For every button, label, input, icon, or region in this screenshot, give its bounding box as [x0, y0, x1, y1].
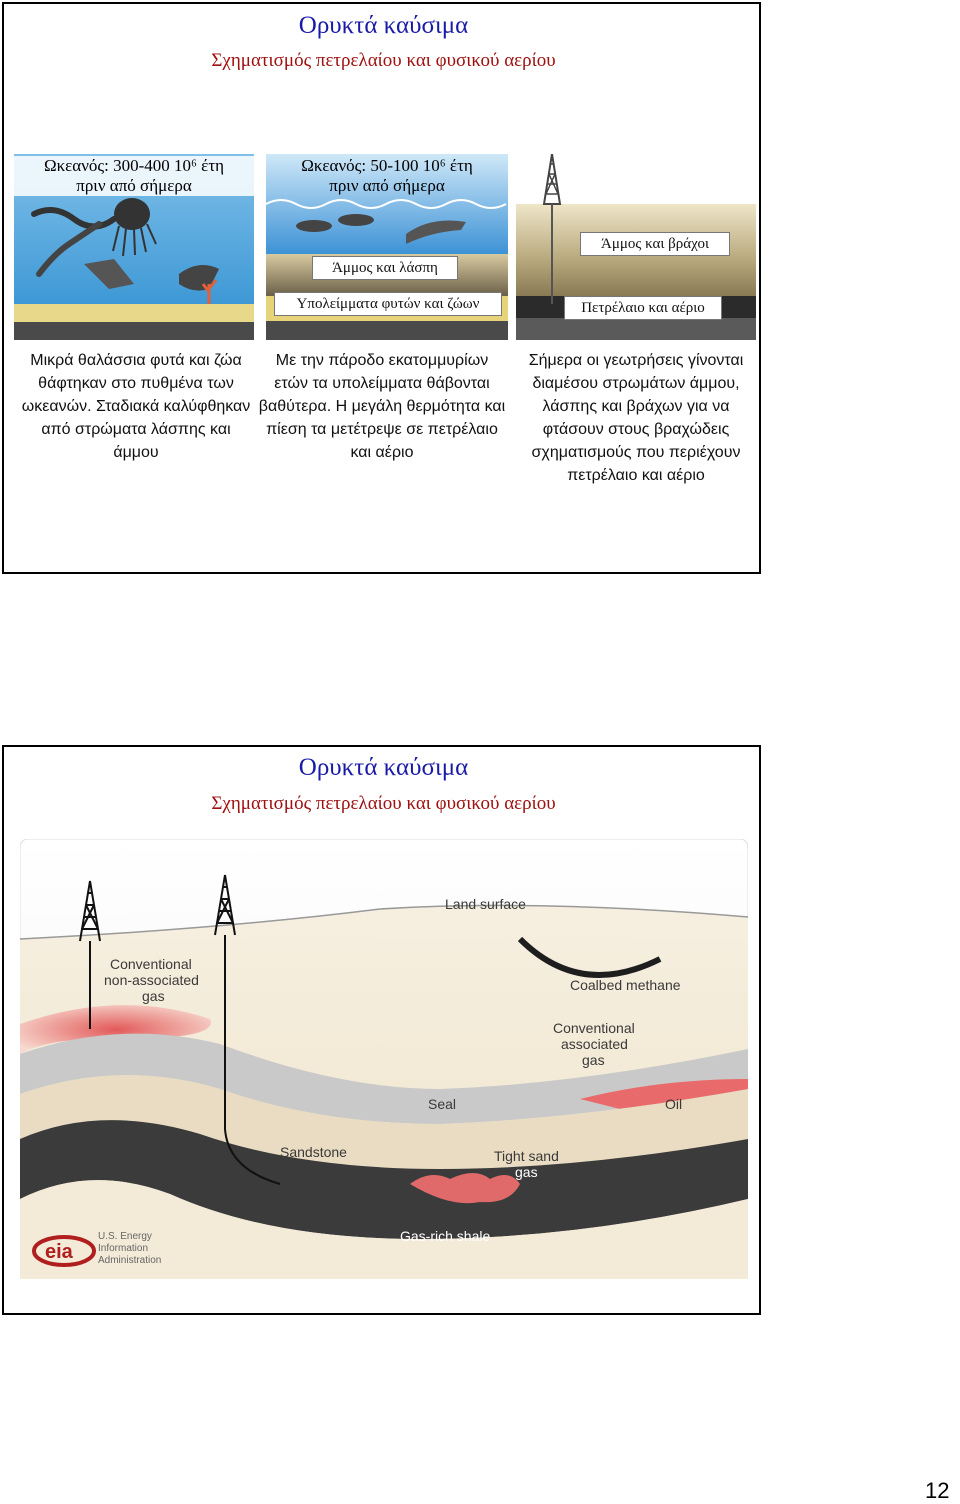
panel-today-drilling — [516, 154, 756, 340]
slide-2-title: Ορυκτά καύσιμα — [298, 754, 469, 781]
panel-ocean-300-400 — [14, 154, 254, 340]
slide-1-subtitle: Σχηματισμός πετρελαίου και φυσικού αερίου — [211, 50, 556, 71]
eia-logo-text: eia — [45, 1241, 73, 1263]
eia-name-2: Information — [98, 1243, 149, 1254]
label-tight-sand-2: gas — [515, 1164, 538, 1180]
label-oil-and-gas: Πετρέλαιο και αέριο — [564, 296, 722, 320]
eia-logo — [34, 1231, 161, 1266]
label-seal: Seal — [428, 1096, 457, 1112]
label-conventional-non-associated-2: non-associated — [104, 972, 199, 988]
label-land-surface: Land surface — [445, 896, 526, 912]
panel-3-description: Σήμερα οι γεωτρήσεις γίνονται διαμέσου στρωμάτων άμμου, λάσπης και βράχων για να φτάσουν στους βραχώδεις σχηματισμούς που περιέχουν πετρέλαιο και αέριο — [528, 352, 744, 484]
panel-2-title-line1: Ωκεανός: 50-100 10⁶ έτη — [301, 156, 473, 175]
panel-1-description: Μικρά θαλάσσια φυτά και ζώα θάφτηκαν στο πυθμένα των ωκεανών. Σταδιακά καλύφθηκαν από στρώματα λάσπης και άμμου — [21, 352, 251, 461]
panel-ocean-50-100 — [266, 154, 508, 340]
label-sandstone: Sandstone — [280, 1144, 347, 1160]
label-conventional-associated-2: associated — [561, 1036, 628, 1052]
panel-2-description: Με την πάροδο εκατομμυρίων ετών τα υπολείμματα θάβονται βαθύτερα. Η μεγάλη θερμότητα και πίεση τα μετέτρεψε σε πετρέλαιο και αέριο — [258, 352, 506, 461]
label-sand-and-rocks: Άμμος και βράχοι — [580, 232, 730, 256]
panel-1-title-line2: πριν από σήμερα — [76, 176, 192, 195]
panel-1-title — [14, 156, 254, 196]
label-conventional-associated-1: Conventional — [553, 1020, 635, 1036]
eia-name-1: U.S. Energy — [98, 1231, 152, 1242]
slide-1 — [2, 2, 761, 574]
panel-1-title-line1: Ωκεανός: 300-400 10⁶ έτη — [43, 156, 225, 175]
eia-name-3: Administration — [98, 1255, 162, 1266]
label-sand-and-mud: Άμμος και λάσπη — [312, 256, 458, 280]
gas-sources-diagram — [20, 839, 748, 1279]
label-oil: Oil — [665, 1096, 683, 1112]
label-conventional-associated-3: gas — [582, 1052, 605, 1068]
label-plant-animal-remains: Υπολείμματα φυτών και ζώων — [274, 292, 502, 316]
label-gas-rich-shale: Gas-rich shale — [400, 1228, 491, 1244]
label-tight-sand-1: Tight sand — [494, 1148, 559, 1164]
slide-1-title: Ορυκτά καύσιμα — [298, 12, 469, 39]
slide-2-subtitle: Σχηματισμός πετρελαίου και φυσικού αερίου — [211, 793, 556, 814]
label-coalbed-methane: Coalbed methane — [570, 977, 681, 993]
label-conventional-non-associated-1: Conventional — [110, 956, 192, 972]
panel-2-title-line2: πριν από σήμερα — [329, 176, 445, 195]
panel-2-title — [266, 156, 508, 196]
label-conventional-non-associated-3: gas — [142, 988, 165, 1004]
page-number: 12 — [925, 1478, 950, 1503]
slide-2 — [2, 745, 761, 1315]
